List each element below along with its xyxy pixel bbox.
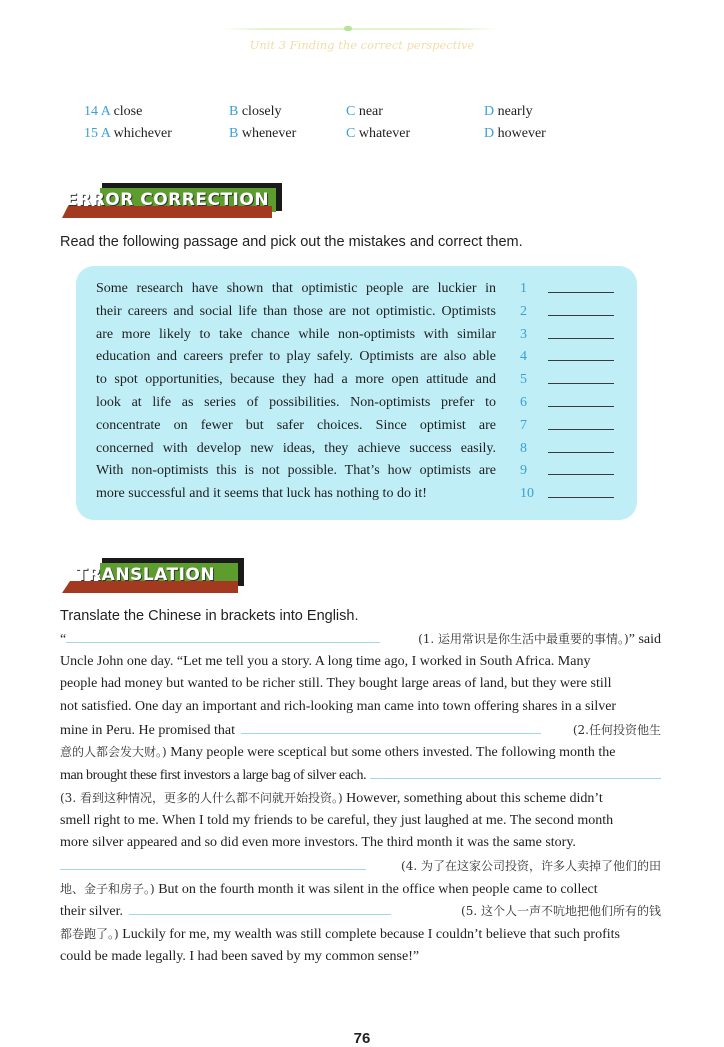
option-letter: B: [229, 126, 239, 141]
answer-blank[interactable]: [548, 292, 614, 293]
passage-line: their silver. (5. 这个人一声不吭地把他们所有的钱: [60, 900, 661, 923]
option-letter: C: [346, 104, 356, 119]
answer-blank[interactable]: [548, 452, 614, 453]
answer-number: 4: [520, 349, 527, 365]
error-correction-passage: [96, 278, 496, 506]
section-heading: ERROR CORRECTION: [66, 190, 270, 210]
passage-line: Some research have shown that optimistic people are luckier in: [96, 281, 496, 296]
answer-blank[interactable]: [548, 383, 614, 384]
translation-banner: [62, 556, 244, 596]
chinese-prompt-4: (4. 为了在这家公司投资，许多人卖掉了他们的田: [401, 858, 661, 873]
option-14-a: [84, 104, 142, 120]
answer-number: 3: [520, 326, 527, 342]
passage-line: 意的人都会发大财。) Many people were sceptical but some others invested. The following month the: [60, 741, 661, 764]
passage-line: could be made legally. I had been saved by my common sense!”: [60, 948, 420, 964]
passage-line: man brought these first investors a large bag of silver each.: [60, 764, 661, 787]
option-14-d: [484, 104, 533, 120]
answer-row: [520, 369, 620, 392]
answer-blank[interactable]: [548, 360, 614, 361]
passage-line: their careers and social life than those are not optimistic. Optimists: [96, 303, 496, 319]
passage-line: 都卷跑了。) Luckily for me, my wealth was still complete because I couldn’t believe that such profits: [60, 923, 661, 946]
answer-number: 6: [520, 394, 527, 410]
passage-line: mine in Peru. He promised that (2.任何投资他生: [60, 719, 661, 742]
question-number: 14: [84, 104, 98, 119]
option-text: however: [497, 126, 546, 141]
option-14-c: [346, 104, 383, 120]
option-letter: D: [484, 126, 495, 141]
error-correction-instruction: Read the following passage and pick out the mistakes and correct them.: [60, 234, 523, 250]
running-header: [0, 0, 724, 70]
option-letter: A: [100, 126, 111, 141]
answer-number: 2: [520, 303, 527, 319]
answer-row: [520, 483, 620, 506]
option-text: whenever: [241, 126, 297, 141]
answer-row: [520, 301, 620, 324]
option-14-b: [229, 104, 282, 120]
section-heading: TRANSLATION: [76, 565, 216, 585]
passage-line: [60, 855, 661, 878]
chinese-prompt-4-cont: 地、金子和房子。): [60, 881, 155, 896]
answer-row: [520, 346, 620, 369]
chinese-prompt-1: (1. 运用常识是你生活中最重要的事情。): [418, 632, 629, 646]
answer-row: [520, 438, 620, 461]
chinese-prompt-3: (3. 看到这种情况，更多的人什么都不问就开始投资。): [60, 790, 343, 805]
answer-blank[interactable]: [548, 315, 614, 316]
option-letter: D: [484, 104, 495, 119]
header-ornament: [344, 26, 352, 31]
translation-blank-3[interactable]: [370, 764, 661, 779]
answer-row: [520, 278, 620, 301]
passage-line: look at life as series of possibilities. Non-optimists prefer to: [96, 394, 496, 410]
answer-row: [520, 324, 620, 347]
answer-row: [520, 460, 620, 483]
answer-number: 10: [520, 486, 534, 502]
answer-blanks: [520, 278, 620, 506]
passage-line: are more likely to take chance while non-optimists with similar: [96, 326, 496, 342]
passage-line: Uncle John one day. “Let me tell you a story. A long time ago, I worked in South Africa. Many: [60, 653, 591, 669]
page-number: 76: [353, 1030, 371, 1047]
passage-line: concerned with develop new ideas, they achieve success easily.: [96, 440, 496, 456]
answer-blank[interactable]: [548, 474, 614, 475]
option-text: nearly: [497, 104, 533, 119]
option-letter: A: [100, 104, 111, 119]
passage-line: not satisfied. One day an important and rich-looking man came into town offering shares in a silver: [60, 699, 617, 715]
option-text: near: [358, 104, 383, 119]
question-15-options: [84, 126, 604, 148]
question-number: 15: [84, 126, 98, 141]
passage-line: people had money but wanted to be richer still. They bought large areas of land, but they were still: [60, 676, 612, 692]
passage-line: more successful and it seems that luck has nothing to do it!: [96, 486, 427, 502]
option-15-c: [346, 126, 410, 142]
option-letter: C: [346, 126, 356, 141]
answer-row: [520, 392, 620, 415]
answer-blank[interactable]: [548, 338, 614, 339]
answer-number: 8: [520, 440, 527, 456]
multiple-choice-options: [84, 104, 604, 148]
question-14-options: [84, 104, 604, 126]
answer-blank[interactable]: [548, 497, 614, 498]
header-divider: [222, 28, 498, 30]
answer-number: 9: [520, 463, 527, 479]
answer-number: 7: [520, 417, 527, 433]
passage-line: (3. 看到这种情况，更多的人什么都不问就开始投资。) However, something about this scheme didn’t: [60, 787, 661, 810]
passage-line: With non-optimists this is not possible. That’s how optimists are: [96, 463, 496, 479]
unit-title: Unit 3 Finding the correct perspective: [249, 38, 475, 52]
answer-number: 1: [520, 281, 527, 296]
translation-instruction: Translate the Chinese in brackets into English.: [60, 608, 359, 624]
passage-line: 地、金子和房子。) But on the fourth month it was silent in the office when people came to collect: [60, 878, 661, 901]
option-15-b: [229, 126, 296, 142]
chinese-prompt-5-cont: 都卷跑了。): [60, 926, 119, 941]
answer-number: 5: [520, 372, 527, 388]
chinese-prompt-2: (2.任何投资他生: [572, 722, 661, 737]
answer-blank[interactable]: [548, 429, 614, 430]
option-text: close: [113, 104, 143, 119]
option-text: whatever: [358, 126, 411, 141]
translation-blank-2[interactable]: [241, 719, 541, 734]
passage-line: education and careers prefer to play safely. Optimists are also able: [96, 349, 496, 365]
passage-line: concentrate on fewer but safer choices. Since optimist are: [96, 417, 496, 433]
passage-line: to spot opportunities, because they had a more open attitude and: [96, 372, 496, 388]
chinese-prompt-5: (5. 这个人一声不吭地把他们所有的钱: [461, 904, 661, 919]
translation-blank-4[interactable]: [60, 855, 366, 870]
translation-passage: [60, 628, 661, 968]
passage-line: “ (1. 运用常识是你生活中最重要的事情。) ” said: [60, 628, 661, 651]
answer-blank[interactable]: [548, 406, 614, 407]
error-correction-banner: [62, 180, 282, 220]
option-15-d: [484, 126, 546, 142]
option-letter: B: [229, 104, 239, 119]
passage-line: more silver appeared and so did even more investors. The third month it was the same story.: [60, 835, 576, 851]
option-text: closely: [241, 104, 282, 119]
option-text: whichever: [113, 126, 172, 141]
translation-blank-5[interactable]: [129, 900, 391, 915]
translation-blank-1[interactable]: [66, 628, 380, 643]
option-15-a: [84, 126, 172, 142]
answer-row: [520, 415, 620, 438]
passage-line: smell right to me. When I told my friends to be careful, they just laughed at me. The second month: [60, 812, 614, 828]
chinese-prompt-2-cont: 意的人都会发大财。): [60, 745, 167, 760]
